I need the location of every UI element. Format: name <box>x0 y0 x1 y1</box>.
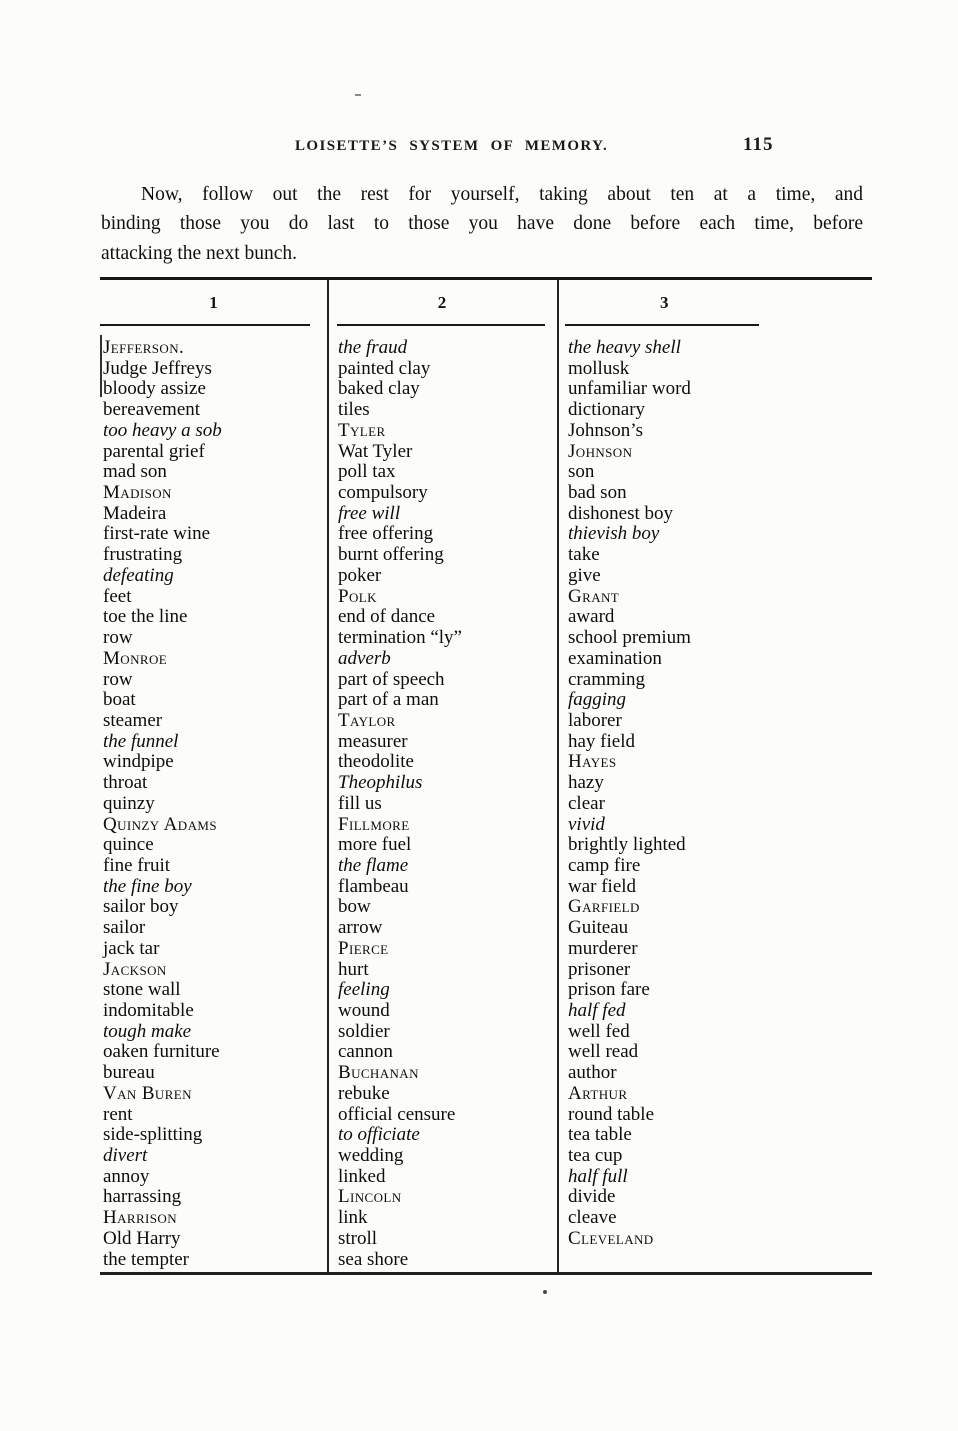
word-item: Garfield <box>568 896 640 918</box>
word-item: hay field <box>568 730 636 752</box>
word-item: clear <box>568 792 605 814</box>
word-item: to officiate <box>338 1124 420 1146</box>
word-item: toe the line <box>103 606 188 628</box>
word-item: give <box>568 564 601 586</box>
word-item: tiles <box>338 399 370 421</box>
word-item: Pierce <box>338 937 389 959</box>
column-header-3-label: 3 <box>660 293 669 312</box>
word-item: round table <box>568 1103 655 1125</box>
table-column-1 <box>100 328 327 1270</box>
table-column-2 <box>327 328 557 1270</box>
memory-table <box>100 277 872 1275</box>
word-item: indomitable <box>103 1000 194 1021</box>
word-item: baked clay <box>338 378 420 400</box>
ink-speck-top <box>355 94 361 96</box>
word-item: examination <box>568 647 662 669</box>
word-item: defeating <box>103 564 174 586</box>
word-item: dishonest boy <box>568 502 674 524</box>
word-item: the fine boy <box>103 875 192 897</box>
word-item: award <box>568 606 615 628</box>
word-item: Taylor <box>338 709 396 731</box>
word-item: cleave <box>568 1207 617 1229</box>
word-item: the tempter <box>103 1248 189 1270</box>
word-item: Guiteau <box>568 917 629 939</box>
word-item: frustrating <box>103 544 183 566</box>
word-item: Polk <box>338 585 377 607</box>
word-item: row <box>103 668 133 690</box>
word-item: dictionary <box>568 399 646 421</box>
word-item: feet <box>103 585 132 607</box>
intro-line: binding those you do last to those you have done before each time, before <box>101 213 863 235</box>
word-item: camp fire <box>568 854 641 876</box>
word-item: official censure <box>338 1103 456 1125</box>
word-item: Jackson <box>103 958 167 980</box>
word-item: stroll <box>338 1227 378 1249</box>
ink-speck-bottom <box>543 1290 547 1294</box>
word-item: bureau <box>103 1062 155 1084</box>
word-item: soldier <box>338 1020 390 1042</box>
word-item: theodolite <box>338 751 414 773</box>
word-item: measurer <box>338 730 408 752</box>
word-item: annoy <box>103 1165 150 1187</box>
word-item: half fed <box>568 1000 626 1021</box>
word-item: free offering <box>338 523 434 545</box>
word-item: too heavy a sob <box>103 419 222 441</box>
word-item: Theophilus <box>338 772 423 794</box>
word-item: oaken furniture <box>103 1041 220 1063</box>
word-item: hurt <box>338 958 369 980</box>
word-item: tough make <box>103 1020 192 1042</box>
word-item: bow <box>338 896 371 918</box>
word-item: linked <box>338 1165 386 1187</box>
word-item: Grant <box>568 585 620 607</box>
word-item: half full <box>568 1165 628 1187</box>
table-header-row <box>100 280 872 326</box>
word-item: the fraud <box>338 337 408 358</box>
word-item: divert <box>103 1145 148 1167</box>
word-item: Quinzy Adams <box>103 813 217 835</box>
word-item: rent <box>103 1103 133 1125</box>
word-item: bad son <box>568 482 627 504</box>
word-item: mollusk <box>568 357 630 379</box>
word-item: Madeira <box>103 502 167 524</box>
word-item: sea shore <box>338 1248 409 1270</box>
header-underline-2 <box>337 324 545 326</box>
word-item: fill us <box>338 792 382 814</box>
word-item: steamer <box>103 709 163 731</box>
word-item: Van Buren <box>103 1082 192 1104</box>
table-column-3 <box>557 328 872 1270</box>
word-item: fine fruit <box>103 854 171 876</box>
header-underline-1 <box>100 324 310 326</box>
word-item: sailor boy <box>103 896 179 918</box>
word-item: bloody assize <box>103 378 206 400</box>
column-header-1 <box>100 280 327 326</box>
word-item: part of speech <box>338 668 445 690</box>
word-item: cannon <box>338 1041 393 1063</box>
word-item: Madison <box>103 482 172 504</box>
word-item: war field <box>568 875 637 897</box>
word-item: mad son <box>103 461 167 483</box>
word-item: brightly lighted <box>568 834 686 856</box>
word-item: arrow <box>338 917 383 939</box>
word-item: termination “ly” <box>338 627 462 649</box>
word-item: Fillmore <box>338 813 410 835</box>
word-item: wound <box>338 1000 390 1021</box>
word-item: quinzy <box>103 792 155 814</box>
intro-line: Now, follow out the rest for yourself, taking about ten at a time, and <box>141 184 863 205</box>
word-item: vivid <box>568 813 605 835</box>
word-item: hazy <box>568 772 604 794</box>
word-item: cramming <box>568 668 646 690</box>
word-item: painted clay <box>338 357 431 379</box>
word-item: unfamiliar word <box>568 378 691 400</box>
word-item: end of dance <box>338 606 436 628</box>
word-item: adverb <box>338 647 391 669</box>
word-item: Arthur <box>568 1082 628 1104</box>
word-item: compulsory <box>338 482 428 504</box>
word-item: well fed <box>568 1020 630 1042</box>
word-item: link <box>338 1207 368 1229</box>
word-item: windpipe <box>103 751 174 773</box>
header-underline-3 <box>565 324 759 326</box>
word-item: bereavement <box>103 399 201 421</box>
word-item: Monroe <box>103 647 168 669</box>
word-item: Lincoln <box>338 1186 402 1208</box>
word-item: Jefferson. <box>103 337 185 358</box>
word-item: Harrison <box>103 1207 177 1229</box>
word-item: Cleveland <box>568 1227 654 1249</box>
word-item: quince <box>103 834 154 856</box>
word-item: jack tar <box>103 937 160 959</box>
word-item: the heavy shell <box>568 337 681 358</box>
column-header-1-label: 1 <box>209 293 218 312</box>
word-item: more fuel <box>338 834 412 856</box>
table-body <box>100 328 872 1270</box>
word-item: harrassing <box>103 1186 182 1208</box>
word-item: burnt offering <box>338 544 444 566</box>
table-bottom-rule <box>100 1272 872 1275</box>
word-item: divide <box>568 1186 616 1208</box>
word-item: poker <box>338 564 382 586</box>
column-header-2-label: 2 <box>437 293 447 312</box>
word-item: wedding <box>338 1145 404 1167</box>
word-item: first-rate wine <box>103 523 211 545</box>
word-item: murderer <box>568 937 638 959</box>
word-item: Tyler <box>338 419 386 441</box>
word-item: the funnel <box>103 730 179 752</box>
word-item: Hayes <box>568 751 617 773</box>
word-item: sailor <box>103 917 146 939</box>
word-item: Old Harry <box>103 1227 181 1249</box>
word-item: feeling <box>338 979 390 1001</box>
word-item: the flame <box>338 854 409 876</box>
intro-line: attacking the next bunch. <box>101 242 298 264</box>
word-item: take <box>568 544 600 566</box>
word-item: tea table <box>568 1124 632 1146</box>
word-item: throat <box>103 772 148 794</box>
word-item: part of a man <box>338 689 439 711</box>
word-item: rebuke <box>338 1082 390 1104</box>
word-item: Judge Jeffreys <box>103 357 212 379</box>
word-item: free will <box>338 502 401 524</box>
word-item: row <box>103 627 133 649</box>
word-item: Wat Tyler <box>338 440 413 462</box>
running-head-title: LOISETTE’S SYSTEM OF MEMORY. <box>295 138 609 154</box>
word-item: stone wall <box>103 979 181 1001</box>
column-header-2 <box>327 280 557 326</box>
page-number: 115 <box>743 134 774 155</box>
word-item: Johnson’s <box>568 419 643 441</box>
word-item: Johnson <box>568 440 633 462</box>
word-item: thievish boy <box>568 523 660 545</box>
word-item: laborer <box>568 709 622 731</box>
word-item: boat <box>103 689 136 711</box>
word-item: parental grief <box>103 440 205 462</box>
word-item: Buchanan <box>338 1062 419 1084</box>
word-item: son <box>568 461 595 483</box>
word-item: prison fare <box>568 979 650 1001</box>
word-item: prisoner <box>568 958 631 980</box>
column-header-3 <box>557 280 872 326</box>
word-item: side-splitting <box>103 1124 203 1146</box>
intro-paragraph <box>101 180 863 268</box>
word-item: fagging <box>568 689 627 711</box>
word-item: flambeau <box>338 875 409 897</box>
word-item: school premium <box>568 627 691 649</box>
word-item: well read <box>568 1041 639 1063</box>
word-item: poll tax <box>338 461 396 483</box>
word-item: tea cup <box>568 1145 623 1167</box>
word-item: author <box>568 1062 617 1084</box>
